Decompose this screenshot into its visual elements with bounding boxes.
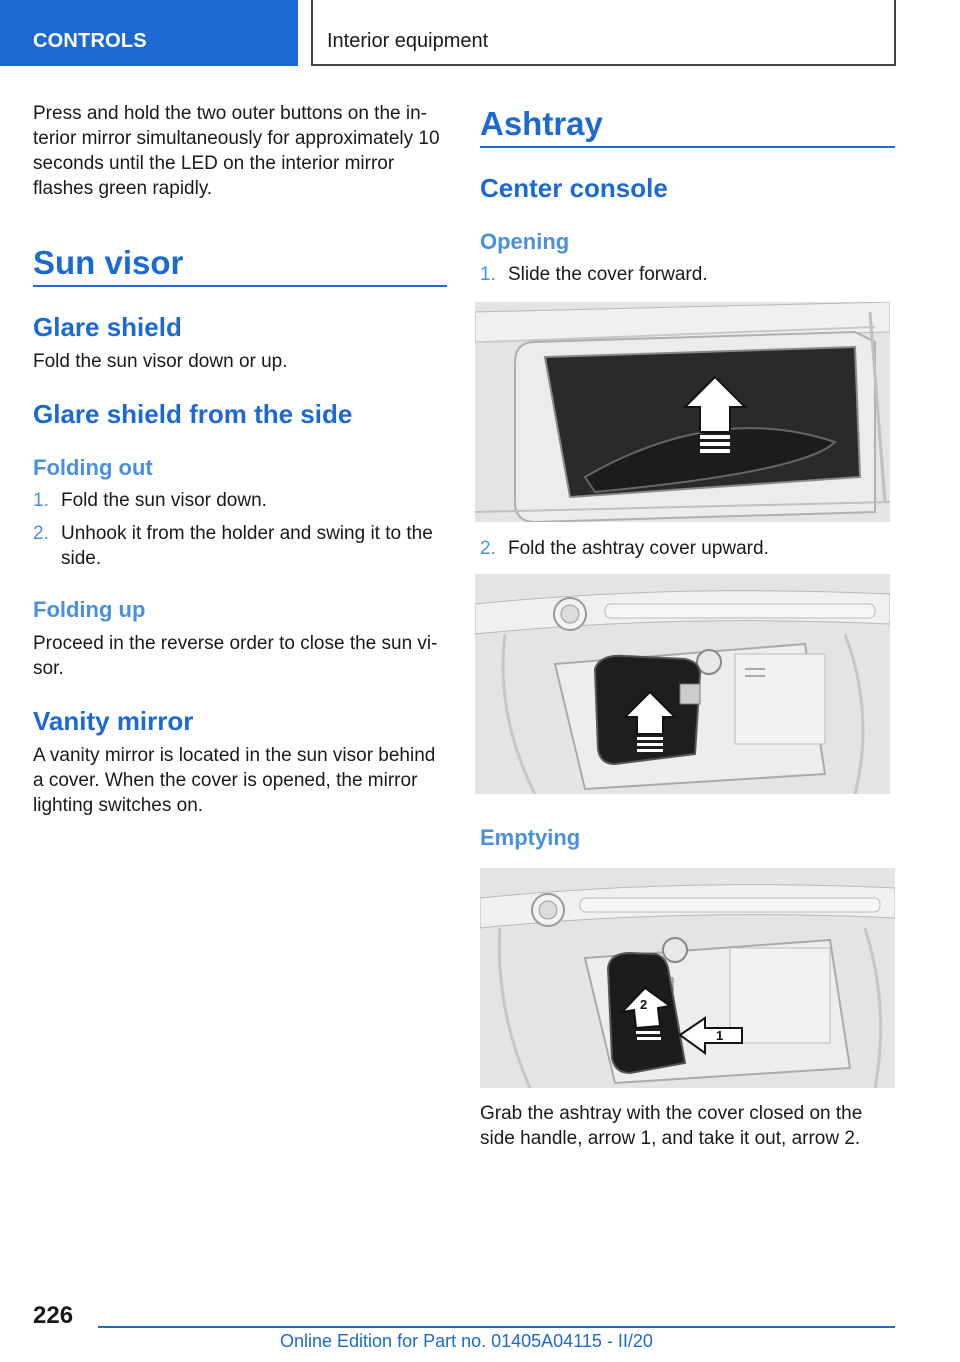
- step-item: [33, 521, 447, 571]
- step-item: [33, 488, 447, 513]
- heading-emptying: Emptying: [480, 825, 581, 850]
- heading-ashtray: Ashtray: [480, 105, 603, 142]
- folding-up-text: Proceed in the reverse order to close the sun vi-sor.: [33, 633, 438, 679]
- section-title: CONTROLS: [33, 30, 147, 52]
- step-text: Unhook it from the holder and swing it to the side.: [61, 523, 433, 569]
- step-item: [480, 536, 895, 561]
- step-text: Fold the sun visor down.: [61, 490, 267, 511]
- fold-cover-drawing: [475, 574, 890, 794]
- heading-center-console: Center console: [480, 173, 668, 203]
- callout-2: 2: [640, 997, 648, 1012]
- heading-rule: [33, 285, 447, 287]
- heading-vanity-mirror: Vanity mirror: [33, 706, 194, 736]
- step-item: [480, 262, 895, 287]
- step-number: 2.: [480, 538, 496, 559]
- footer-rule: [98, 1326, 895, 1328]
- heading-rule: [480, 146, 895, 148]
- heading-opening: Opening: [480, 229, 570, 254]
- glare-shield-text: Fold the sun visor down or up.: [33, 351, 288, 372]
- heading-sun-visor: Sun visor: [33, 244, 184, 281]
- callout-1: 1: [716, 1028, 724, 1043]
- heading-folding-up: Folding up: [33, 597, 146, 622]
- heading-folding-out: Folding out: [33, 455, 153, 480]
- emptying-drawing: [480, 868, 895, 1088]
- illustration-emptying: [480, 868, 895, 1088]
- section-tab: [0, 0, 298, 66]
- slide-cover-drawing: [475, 302, 890, 522]
- heading-glare-shield: Glare shield: [33, 312, 182, 342]
- step-number: 1.: [33, 490, 49, 511]
- vanity-mirror-text: A vanity mirror is located in the sun visor behind a cover. When the cover is opened, the mirror lighting switches on.: [33, 745, 436, 816]
- chapter-title: Interior equipment: [327, 30, 489, 52]
- illustration-fold-cover: [475, 574, 890, 794]
- step-text: Slide the cover forward.: [508, 264, 708, 285]
- page-number: 226: [33, 1302, 74, 1329]
- step-text: Fold the ashtray cover upward.: [508, 538, 769, 559]
- emptying-text: Grab the ashtray with the cover closed on the side handle, arrow 1, and take it out, arrow 2.: [480, 1103, 863, 1149]
- chapter-tab: [311, 0, 896, 66]
- intro-paragraph: Press and hold the two outer buttons on the in-terior mirror simultaneously for approximately 10 seconds until the LED on the interior mirror flashes green rapidly.: [33, 103, 440, 199]
- step-number: 2.: [33, 523, 49, 544]
- footer-edition: Online Edition for Part no. 01405A04115 - II/20: [280, 1331, 653, 1351]
- illustration-slide-cover: [475, 302, 890, 522]
- heading-glare-shield-side: Glare shield from the side: [33, 399, 353, 429]
- step-number: 1.: [480, 264, 496, 285]
